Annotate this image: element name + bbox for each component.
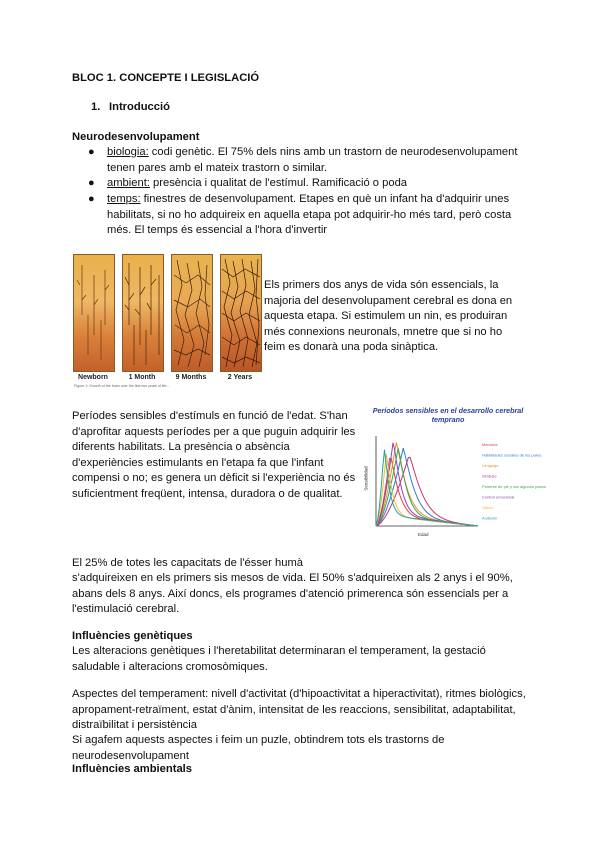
bullet-biologia	[107, 145, 537, 176]
bullet-body: codi genètic. El 75% dels nins amb un trastorn de neurodesenvolupament tenen pares amb el mateix trastorn o similar.	[107, 146, 518, 174]
section-number: 1.	[91, 101, 101, 113]
bullet-dot: ●	[88, 193, 95, 205]
para-temperament: Aspectes del temperament: nivell d'activitat (d'hipoactivitat a hiperactivitat), ritmes biològics, apropament-retraïment, estat d'ànim, intensitat de les reaccions, sensibilitat, adaptabilitat, distraïbilitat i persistència	[72, 688, 526, 732]
chart-xlabel: Edad	[418, 532, 429, 537]
para-capacities-line1: El 25% de totes les capacitats de l'ésser humà	[72, 557, 303, 569]
bullet-temps	[107, 192, 537, 239]
series-line-4	[376, 457, 478, 526]
legend-entry: Memoria	[482, 442, 498, 447]
panel-1-month	[122, 254, 164, 372]
neuron-sketch-icon	[172, 255, 212, 371]
bullet-body: finestres de desenvolupament. Etapes en què un infant ha d'adquirir unes habilitats, si no ho adquireix en aquella etapa pot adquirir-ho més tard, però costa més. El temps és essencial a l'hora d'invertir	[107, 193, 512, 237]
para-first-years: Els primers dos anys de vida són essencials, la majoria del desenvolupament cerebral es dona en aquesta etapa. Si estimulem un nin, es produiran més connexions neuronals, mnetre que si no ho feim es donarà una poda sinàptica.	[264, 279, 513, 354]
sensitive-periods-chart	[363, 406, 546, 542]
document-heading: BLOC 1. CONCEPTE I LEGISLACIÓ	[72, 72, 260, 84]
chart-title: Períodos sensibles en el desarrollo cerebral temprano	[372, 406, 524, 424]
panel-9-months	[171, 254, 213, 372]
bullet-body: presència i qualitat de l'estímul. Ramificació o poda	[149, 177, 408, 189]
genetic-text: Les alteracions genètiques i l'heretabilitat determinaran el temperament, la gestació saludable i alteracions cromosòmiques.	[72, 645, 486, 673]
panel-2-years	[220, 254, 262, 372]
bullet-ambient	[107, 176, 537, 192]
panel-label: Newborn	[78, 374, 108, 381]
genetic-title: Influències genètiques	[72, 630, 193, 642]
panel-label: 2 Years	[227, 374, 253, 381]
bullet-dot: ●	[88, 177, 95, 189]
neuron-sketch-icon	[74, 255, 114, 371]
figure-caption: Figure 1: Growth of the brain over the first two years of life...	[74, 384, 170, 388]
section-title: Introducció	[109, 101, 170, 113]
legend-entry: Control emocional	[482, 494, 515, 500]
legend-entry: Simbolo	[482, 473, 497, 479]
panel-label: 1 Month	[128, 374, 156, 381]
legend-entry: Audición	[482, 515, 498, 521]
panel-newborn	[73, 254, 115, 372]
series-line-1	[376, 458, 478, 526]
chart-ylabel: Sensibilidad	[363, 466, 369, 491]
legend-entry: Visión	[482, 505, 493, 510]
bullet-dot: ●	[88, 146, 95, 158]
legend-entry: Lenguaje	[482, 463, 499, 468]
chart-plot	[368, 406, 546, 542]
bullet-term: ambient:	[107, 177, 150, 189]
neuron-sketch-icon	[123, 255, 163, 371]
neuron-sketch-icon	[221, 255, 261, 371]
para-puzzle: Si agafem aquests aspectes i feim un puzle, obtindrem tots els trastorns de neurodesenvolupament	[72, 734, 445, 762]
legend-entry: Ponerse de pie y dar algunos pasos	[482, 484, 546, 489]
para-sensitive-periods: Períodes sensibles d'estímuls en funció de l'edat. S'han d'aprofitar aquests períodes per a que puguin adquirir les diferents habilitats. La presència o absència d'experiències estimulants en l'etapa fa que l'infant compensi o no; es genera un dèficit si l'experiència no és suficientment freqüent, intensa, duradora o de qualitat.	[72, 410, 356, 500]
environment-title: Influències ambientals	[72, 763, 192, 775]
bullet-term: temps:	[107, 193, 141, 205]
legend-entry: Habilidades sociales de los pares	[482, 452, 542, 458]
panel-label: 9 Months	[175, 374, 207, 381]
bullet-term: biologia:	[107, 146, 149, 158]
para-capacities: s'adquireixen en els primers sis mesos de vida. El 50% s'adquireixen als 2 anys i el 90%, abans dels 8 anys. Així doncs, els programes d'atenció primerenca són essencials per a l'estimulació cerebral.	[72, 572, 513, 616]
neuro-title: Neurodesenvolupament	[72, 131, 200, 143]
series-line-7	[376, 454, 478, 526]
